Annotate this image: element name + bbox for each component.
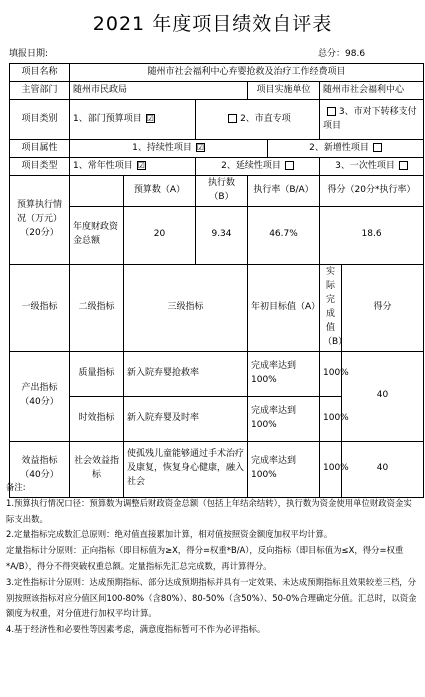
social-benefit-label: 社会效益指标 [70, 441, 124, 497]
timeliness-indicator-target: 完成率达到100% [248, 396, 320, 441]
category-label: 项目类别 [10, 100, 70, 140]
indicator-header-target: 年初目标值（A） [248, 264, 320, 351]
type-option-extended: 2、延续性项目 [196, 158, 320, 176]
quality-indicator-target: 完成率达到100% [248, 351, 320, 396]
budget-header-score: 得分（20分*执行率） [320, 176, 424, 207]
attr-option-continuous: 1、持续性项目 ☑ [70, 140, 268, 158]
attr-option-new: 2、新增性项目 [268, 140, 424, 158]
budget-header-executed: 执行数（B） [196, 176, 248, 207]
note-budget-scope: 1.预算执行情况口径：预算数为调整后财政资金总额（包括上年结余结转），执行数为资金使用单位财政资金实际支出数。 [6, 497, 412, 524]
budget-executed-value: 9.34 [196, 206, 248, 264]
dept-value: 随州市民政局 [70, 82, 248, 100]
indicator-header-level3: 三级指标 [124, 264, 248, 351]
quality-indicator-actual: 100% [320, 351, 342, 396]
social-benefit-detail: 使孤残儿童能够通过手术治疗及康复，恢复身心健康，融入社会 [124, 441, 248, 497]
social-benefit-target: 完成率达到100% [248, 441, 320, 497]
evaluation-table [9, 63, 424, 498]
note-quantitative-scoring: 定量指标计分原则：正向指标（即目标值为≥X，得分=权重*B/A），反向指标（即目标值为≤X，得分=权重*A/B），得分不得突破权重总额。定量指标先汇总完成数，再计算得分。 [6, 545, 404, 571]
timeliness-indicator-actual: 100% [320, 396, 342, 441]
quality-indicator-label: 质量指标 [70, 351, 124, 396]
project-name-value: 随州市社会福利中心弃婴抢救及治疗工作经费项目 [70, 64, 424, 82]
indicator-header-level2: 二级指标 [70, 264, 124, 351]
fill-date-label: 填报日期: [9, 49, 49, 59]
category-option-transfer: 3、市对下转移支付项目 [320, 100, 424, 140]
budget-header-rate: 执行率（B/A） [248, 176, 320, 207]
attr-label: 项目属性 [10, 140, 70, 158]
page-title: 2021 年度项目绩效自评表 [92, 13, 333, 35]
category-option-dept-budget: 1、部门预算项目 ☑ [70, 100, 196, 140]
note-qualitative-scoring: 3.定性指标计分原则：达成预期指标、部分达成预期指标并具有一定效果、未达成预期指标且效果较差三档，分别按照该指标对应分值区间100-80%（含80%）、80-50%（含50%）、50-0%合理确定分值。汇总时，以资金额度为权重，对分值进行加权平均计算。 [6, 576, 417, 619]
output-indicator-score: 40 [342, 351, 424, 441]
checkbox-checked-icon: ☑ [146, 113, 154, 123]
output-indicator-label: 产出指标（40分） [10, 351, 70, 441]
checkbox-checked-icon: ☑ [196, 142, 205, 152]
checkbox-checked-icon: ☑ [137, 160, 145, 170]
timeliness-indicator-label: 时效指标 [70, 396, 124, 441]
note-aggregation: 2.定量指标完成数汇总原则：绝对值直接累加计算，相对值按照资金额度加权平均计算。 [6, 529, 333, 540]
note-satisfaction: 4.基于经济性和必要性等因素考虑，满意度指标暂可不作为必评指标。 [6, 624, 266, 635]
budget-score-value: 18.6 [320, 206, 424, 264]
budget-planned-value: 20 [124, 206, 196, 264]
checkbox-icon [285, 161, 294, 170]
timeliness-indicator-detail: 新入院弃婴及时率 [124, 396, 248, 441]
type-option-annual: 1、常年性项目 ☑ [70, 158, 196, 176]
type-option-onetime: 3、一次性项目 [320, 158, 424, 176]
notes-section [6, 480, 420, 638]
quality-indicator-detail: 新入院弃婴抢救率 [124, 351, 248, 396]
budget-row-label: 年度财政资金总额 [70, 206, 124, 264]
checkbox-icon [373, 143, 382, 152]
budget-header-spacer [70, 176, 124, 207]
indicator-header-actual: 实际完成值（B） [320, 264, 342, 351]
indicator-header-score: 得分 [342, 264, 424, 351]
budget-section-label: 预算执行情况（万元）（20分） [10, 176, 70, 265]
social-benefit-actual: 100% [320, 441, 342, 497]
checkbox-icon [228, 114, 237, 123]
impl-unit-label: 项目实施单位 [248, 82, 320, 100]
budget-rate-value: 46.7% [248, 206, 320, 264]
category-option-city-special: 2、市直专项 [196, 100, 320, 140]
dept-label: 主管部门 [10, 82, 70, 100]
benefit-indicator-label: 效益指标（40分） [10, 441, 70, 497]
type-label: 项目类型 [10, 158, 70, 176]
indicator-header-level1: 一级指标 [10, 264, 70, 351]
checkbox-icon [399, 161, 408, 170]
benefit-indicator-score: 40 [342, 441, 424, 497]
checkbox-icon [327, 107, 336, 116]
project-name-label: 项目名称 [10, 64, 70, 82]
total-score: 总分：98.6 [318, 49, 366, 59]
notes-title: 备注: [6, 482, 26, 492]
impl-unit-value: 随州市社会福利中心 [320, 82, 424, 100]
budget-header-planned: 预算数（A） [124, 176, 196, 207]
